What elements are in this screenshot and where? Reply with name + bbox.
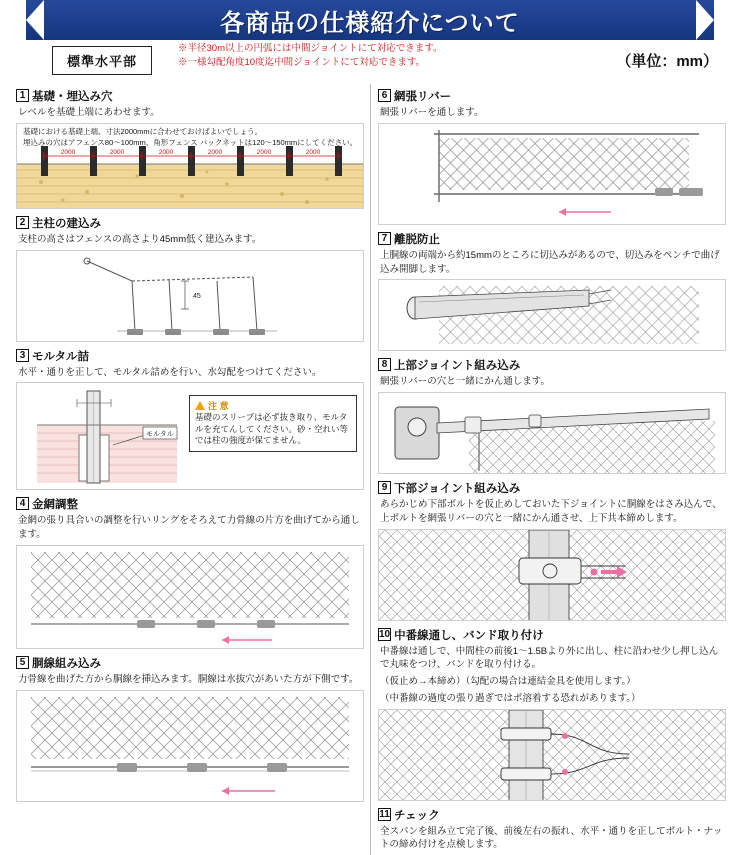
step-8-figure	[378, 392, 726, 474]
step-5	[16, 655, 364, 802]
step-6-figure	[378, 123, 726, 225]
step-2-heading: 主柱の建込み	[32, 217, 101, 230]
step-5-heading: 胴線組み込み	[32, 657, 101, 670]
left-column	[16, 82, 364, 855]
svg-text:2000: 2000	[256, 148, 272, 156]
step-3-title	[16, 348, 364, 364]
step-4-heading: 金網調整	[32, 499, 78, 512]
step-9-number: 9	[378, 481, 391, 494]
step-10-figure	[378, 709, 726, 801]
step-10-drawing	[379, 710, 725, 801]
unit-label: （単位：mm）	[616, 53, 718, 70]
step-4-title	[16, 496, 364, 512]
step-3-alert-title: 注 意	[195, 400, 351, 412]
note-row	[0, 40, 740, 82]
step-8	[378, 357, 726, 474]
step-11-number: 11	[379, 808, 390, 820]
step-7-figure	[378, 279, 726, 351]
page-title: 各商品の仕様紹介について	[220, 9, 520, 37]
step-7-number: 7	[378, 232, 391, 245]
step-8-desc: 網張リバーの穴と一緒にかん通します。	[380, 376, 550, 388]
red-notes	[178, 42, 443, 71]
step-9-drawing	[379, 530, 725, 621]
step-4-figure	[16, 545, 364, 649]
svg-text:2000: 2000	[207, 148, 223, 156]
step-10-desc-3: （中番線の過度の張り過ぎではポ溶着する恐れがあります。）	[380, 692, 641, 704]
step-8-drawing	[379, 393, 725, 474]
step-1	[16, 88, 364, 209]
step-2-drawing	[17, 251, 363, 342]
step-7-drawing	[379, 280, 725, 351]
step-3	[16, 348, 364, 491]
step-5-figure	[16, 690, 364, 802]
step-9-figure	[378, 529, 726, 621]
section-badge: 標準水平部	[52, 46, 152, 75]
step-4-number: 4	[16, 497, 29, 510]
svg-text:2000: 2000	[109, 148, 125, 156]
step-3-number: 3	[16, 349, 29, 362]
header-arrow-left	[26, 0, 44, 40]
step-1-number: 1	[16, 89, 29, 102]
step-10-title	[378, 627, 726, 643]
right-column	[378, 82, 726, 855]
step-3-desc: 水平・通りを正して、モルタル詰めを行い、水勾配をつけてください。	[18, 366, 322, 378]
step-2-figure	[16, 250, 364, 342]
step-2-desc: 支柱の高さはフェンスの高さより45mm低く建込みます。	[18, 233, 262, 245]
step-6-drawing	[379, 124, 725, 225]
step-1-title	[16, 88, 364, 104]
step-8-number: 8	[378, 358, 391, 371]
step-7-desc: 上胴線の両端から約15mmのところに切込みがあるので、切込みをペンチで曲げ込み開脚します。	[380, 249, 720, 275]
red-note-2: ※一様勾配角度10度迄中間ジョイントにて対応できます。	[178, 57, 426, 69]
step-1-heading: 基礎・埋込み穴	[32, 91, 113, 103]
step-3-figure	[16, 382, 364, 490]
step-10	[378, 627, 726, 801]
step-5-number: 5	[16, 656, 29, 669]
svg-text:2000: 2000	[158, 148, 174, 156]
step-2-number: 2	[16, 216, 29, 229]
step-2	[16, 215, 364, 342]
page-header	[0, 0, 740, 40]
step-3-heading: モルタル詰	[32, 350, 90, 363]
step-9-desc: あらかじめ下部ボルトを仮止めしておいた下ジョイントに胴線をはさみ込んで、上ボルトを網張リバーの穴と一緒にかん通させ、上下共本締めします。	[380, 499, 722, 524]
header-cap-left	[0, 0, 26, 40]
warning-icon	[195, 401, 205, 410]
step-5-drawing	[17, 691, 363, 802]
svg-text:2000: 2000	[305, 148, 321, 156]
red-note-1: ※半径30m以上の円弧には中間ジョイントにて対応できます。	[178, 43, 443, 54]
step-4	[16, 496, 364, 649]
step-1-figure	[16, 123, 364, 209]
main-content	[0, 82, 740, 855]
step-10-heading: 中番線通し、バンド取り付け	[394, 629, 544, 642]
step-8-heading: 上部ジョイント組み込み	[394, 360, 521, 373]
step-4-desc: 金網の張り具合いの調整を行いリングをそろえて力骨線の片方を曲げてから通します。	[18, 515, 360, 541]
header-cap-right	[714, 0, 740, 40]
step-1-fig-note-1: 基礎における基礎上端、寸法2000mmに合わせておけばよいでしょう。	[23, 126, 263, 136]
step-7-title	[378, 231, 726, 247]
step-5-desc: 力骨線を曲げた方から胴線を挿込みます。胴線は水抜穴があいた方が下側です。	[18, 673, 359, 685]
step-2-title	[16, 215, 364, 231]
step-6-heading: 網張リバー	[394, 91, 452, 103]
step-9-title	[378, 480, 726, 496]
step-6	[378, 88, 726, 225]
svg-text:2000: 2000	[60, 148, 76, 156]
step-6-number: 6	[378, 89, 391, 102]
step-2-dim-label: 45	[193, 292, 201, 300]
step-11-heading: チェック	[394, 809, 440, 822]
step-7-heading: 離脱防止	[394, 233, 440, 246]
step-9	[378, 480, 726, 621]
step-6-desc: 網張リバーを通します。	[380, 107, 484, 118]
step-5-title	[16, 655, 364, 671]
step-6-title	[378, 88, 726, 104]
step-7	[378, 231, 726, 352]
header-arrow-right	[696, 0, 714, 40]
step-1-desc: レベルを基礎上端にあわせます。	[18, 107, 160, 118]
step-1-fig-note-2: 埋込みの穴はアフェンス80～100mm、角形フェンス バックネットは120～150mmにしてください。	[23, 137, 358, 147]
step-3-alert	[189, 395, 357, 452]
column-divider	[370, 84, 371, 855]
step-4-drawing	[17, 546, 363, 649]
step-10-desc-2: （仮止め→本締め）（勾配の場合は連結金具を使用します。）	[380, 676, 636, 688]
step-10-number: 10	[379, 628, 391, 640]
step-3-alert-body: 基礎のスリーブは必ず抜き取り、モルタルを充てんしてください。砂・空れい等では柱の強度が保てません。	[195, 412, 349, 446]
step-11-title	[378, 807, 726, 823]
step-11	[378, 807, 726, 853]
step-3-callout: モルタル	[146, 431, 174, 439]
step-10-desc: 中番線は通しで、中間柱の前後1～1.5Bより外に出し、柱に沿わせ少し押し込んで丸味をつけ、バンドを取り付ける。	[380, 645, 719, 671]
step-9-heading: 下部ジョイント組み込み	[394, 483, 521, 496]
step-11-desc: 全スパンを組み立て完了後、前後左右の振れ、水平・通りを正してボルト・ナットの締め付けを点検します。	[380, 825, 723, 851]
step-8-title	[378, 357, 726, 373]
